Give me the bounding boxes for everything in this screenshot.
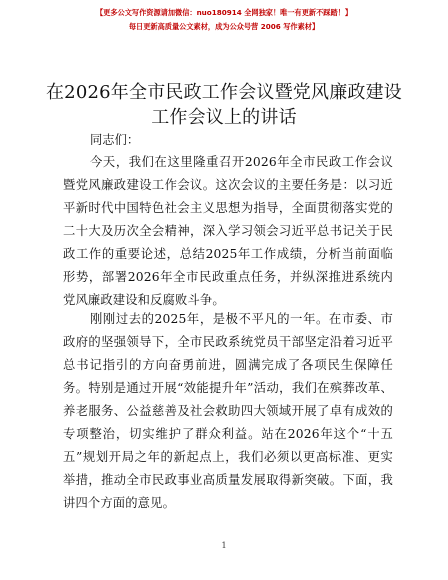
promo-line-1: 【更多公文写作资源请加微信：nuo180914 全网独家！唯一有更新不踩踏！】 [95, 8, 353, 17]
greeting: 同志们： [90, 133, 140, 147]
paragraph-1: 今天，我们在这里隆重召开2026年全市民政工作会议暨党风廉政建设工作会议。这次会议的主要任务是：以习近平新时代中国特色社会主义思想为指导，全面贯彻落实党的二十大及历次全会精神，深入学习领会习近平总书记关于民政工作的重要论述，总结2025年工作成绩，分析当前面临形势，部署2026年全市民政重点任务，并纵深推进系统内党风廉政建设和反腐败斗争。 [63, 155, 393, 307]
document-title: 在2026年全市民政工作会议暨党风廉政建设工作会议上的讲话 [45, 82, 402, 128]
promo-banner [0, 6, 448, 34]
promo-line-2: 每日更新高质量公文素材，成为公众号营 2006 写作素材】 [128, 22, 320, 31]
page-number: 1 [221, 541, 227, 550]
paragraph-2: 刚刚过去的2025年，是极不平凡的一年。在市委、市政府的坚强领导下，全市民政系统党员干部坚定沿着习近平总书记指引的方向奋勇前进，圆满完成了各项民生保障任务。特别是通过开展“效能提升年”活动，我们在殡葬改革、养老服务、公益慈善及社会救助四大领域开展了卓有成效的专项整治，切实维护了群众利益。站在2026年这个“十五五”规划开局之年的新起点上，我们必须以更高标准、更实举措，推动全市民政事业高质量发展取得新突破。下面，我讲四个方面的意见。 [63, 312, 393, 510]
